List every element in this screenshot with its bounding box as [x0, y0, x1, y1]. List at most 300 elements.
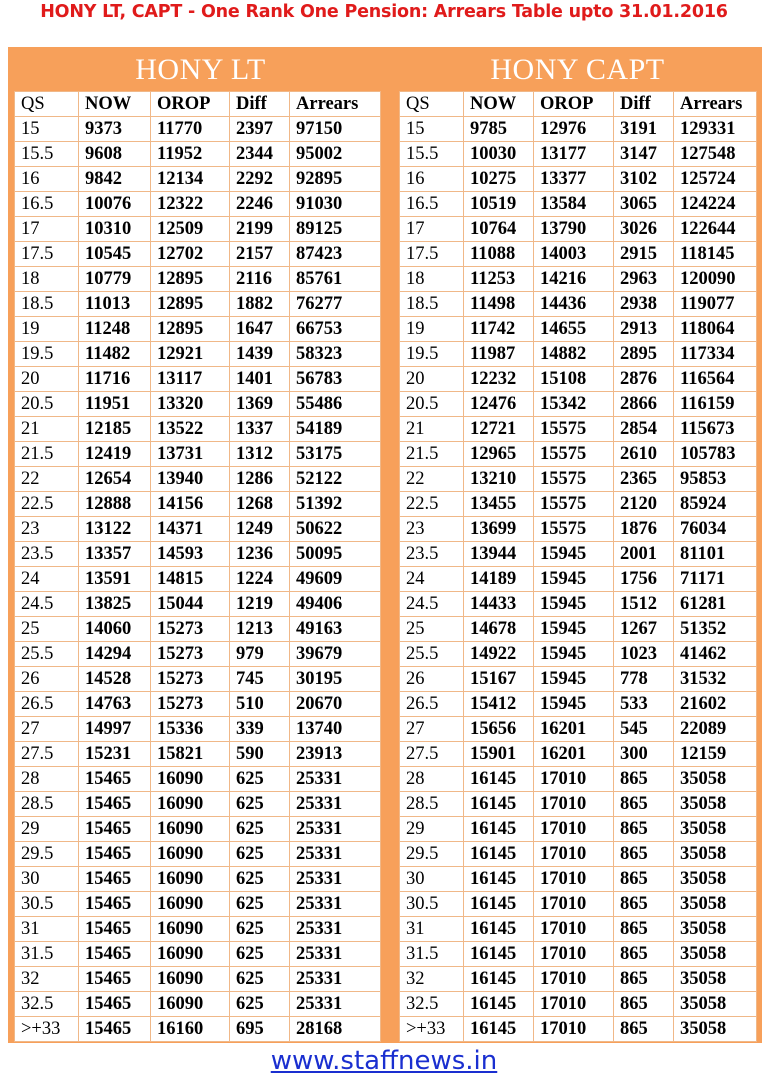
arrears-cell: 51392	[290, 492, 381, 517]
diff-cell: 1882	[230, 292, 290, 317]
table-row	[15, 442, 381, 467]
now-cell: 11498	[464, 292, 534, 317]
now-cell: 11253	[464, 267, 534, 292]
now-cell: 15465	[79, 967, 151, 992]
arrears-cell: 35058	[674, 942, 757, 967]
table-row	[400, 742, 757, 767]
diff-cell: 1213	[230, 617, 290, 642]
qs-cell: 21	[400, 417, 464, 442]
orop-cell: 14156	[151, 492, 230, 517]
orop-cell: 17010	[534, 992, 614, 1017]
qs-cell: 17.5	[400, 242, 464, 267]
orop-cell: 12702	[151, 242, 230, 267]
table-row	[400, 642, 757, 667]
arrears-cell: 54189	[290, 417, 381, 442]
now-cell: 13122	[79, 517, 151, 542]
now-cell: 14433	[464, 592, 534, 617]
orop-cell: 15336	[151, 717, 230, 742]
now-cell: 16145	[464, 842, 534, 867]
orop-cell: 11770	[151, 117, 230, 142]
diff-cell: 3026	[614, 217, 674, 242]
now-cell: 16145	[464, 892, 534, 917]
diff-cell: 1876	[614, 517, 674, 542]
arrears-cell: 58323	[290, 342, 381, 367]
orop-cell: 15575	[534, 492, 614, 517]
diff-cell: 300	[614, 742, 674, 767]
arrears-cell: 105783	[674, 442, 757, 467]
orop-cell: 15273	[151, 642, 230, 667]
diff-cell: 2915	[614, 242, 674, 267]
diff-cell: 865	[614, 792, 674, 817]
table-row	[400, 567, 757, 592]
now-cell: 16145	[464, 917, 534, 942]
orop-cell: 15273	[151, 667, 230, 692]
diff-cell: 1512	[614, 592, 674, 617]
now-cell: 14997	[79, 717, 151, 742]
arrears-cell: 12159	[674, 742, 757, 767]
orop-cell: 14882	[534, 342, 614, 367]
diff-cell: 3147	[614, 142, 674, 167]
now-cell: 11482	[79, 342, 151, 367]
diff-cell: 625	[230, 842, 290, 867]
table-row	[15, 717, 381, 742]
orop-cell: 17010	[534, 892, 614, 917]
now-cell: 14922	[464, 642, 534, 667]
now-cell: 12419	[79, 442, 151, 467]
arrears-cell: 35058	[674, 967, 757, 992]
table-row	[15, 917, 381, 942]
now-cell: 13357	[79, 542, 151, 567]
hony-capt-heading: HONY CAPT	[490, 53, 665, 86]
arrears-cell: 125724	[674, 167, 757, 192]
diff-cell: 865	[614, 1017, 674, 1042]
diff-cell: 2854	[614, 417, 674, 442]
arrears-cell: 50095	[290, 542, 381, 567]
now-cell: 16145	[464, 967, 534, 992]
arrears-cell: 35058	[674, 917, 757, 942]
arrears-cell: 25331	[290, 992, 381, 1017]
orop-cell: 15945	[534, 592, 614, 617]
now-cell: 14678	[464, 617, 534, 642]
now-cell: 14189	[464, 567, 534, 592]
column-header-qs: QS	[400, 92, 464, 117]
orop-cell: 17010	[534, 942, 614, 967]
now-cell: 13944	[464, 542, 534, 567]
arrears-cell: 85924	[674, 492, 757, 517]
arrears-cell: 66753	[290, 317, 381, 342]
orop-cell: 17010	[534, 967, 614, 992]
orop-cell: 16090	[151, 817, 230, 842]
orop-cell: 12921	[151, 342, 230, 367]
orop-cell: 16090	[151, 842, 230, 867]
arrears-cell: 41462	[674, 642, 757, 667]
diff-cell: 2344	[230, 142, 290, 167]
column-header-now: NOW	[79, 92, 151, 117]
diff-cell: 2963	[614, 267, 674, 292]
qs-cell: 22.5	[15, 492, 79, 517]
now-cell: 12888	[79, 492, 151, 517]
arrears-cell: 116564	[674, 367, 757, 392]
column-header-qs: QS	[15, 92, 79, 117]
qs-cell: 30	[400, 867, 464, 892]
qs-cell: 23.5	[15, 542, 79, 567]
now-cell: 13699	[464, 517, 534, 542]
orop-cell: 13790	[534, 217, 614, 242]
orop-cell: 16090	[151, 767, 230, 792]
table-row	[15, 1017, 381, 1042]
arrears-cell: 25331	[290, 942, 381, 967]
arrears-cell: 35058	[674, 817, 757, 842]
diff-cell: 865	[614, 917, 674, 942]
arrears-cell: 20670	[290, 692, 381, 717]
arrears-cell: 119077	[674, 292, 757, 317]
qs-cell: 28	[15, 767, 79, 792]
table-row	[400, 117, 757, 142]
arrears-cell: 28168	[290, 1017, 381, 1042]
now-cell: 15167	[464, 667, 534, 692]
qs-cell: 32	[15, 967, 79, 992]
diff-cell: 695	[230, 1017, 290, 1042]
qs-cell: 17	[400, 217, 464, 242]
table-row	[400, 317, 757, 342]
orop-cell: 13320	[151, 392, 230, 417]
orop-cell: 16201	[534, 717, 614, 742]
hony-lt-panel	[8, 47, 393, 1043]
orop-cell: 12895	[151, 317, 230, 342]
orop-cell: 17010	[534, 1017, 614, 1042]
table-row	[400, 667, 757, 692]
qs-cell: 17	[15, 217, 79, 242]
qs-cell: 16	[15, 167, 79, 192]
qs-cell: 24	[400, 567, 464, 592]
qs-cell: 23.5	[400, 542, 464, 567]
table-row	[400, 467, 757, 492]
column-header-diff: Diff	[230, 92, 290, 117]
diff-cell: 625	[230, 892, 290, 917]
arrears-cell: 23913	[290, 742, 381, 767]
orop-cell: 15575	[534, 417, 614, 442]
table-row	[400, 267, 757, 292]
diff-cell: 3191	[614, 117, 674, 142]
qs-cell: 20.5	[400, 392, 464, 417]
diff-cell: 865	[614, 817, 674, 842]
qs-cell: 18	[15, 267, 79, 292]
table-row	[15, 742, 381, 767]
diff-cell: 2866	[614, 392, 674, 417]
arrears-cell: 127548	[674, 142, 757, 167]
arrears-cell: 122644	[674, 217, 757, 242]
diff-cell: 590	[230, 742, 290, 767]
now-cell: 15465	[79, 792, 151, 817]
qs-cell: 25	[15, 617, 79, 642]
now-cell: 16145	[464, 867, 534, 892]
arrears-cell: 115673	[674, 417, 757, 442]
arrears-cell: 52122	[290, 467, 381, 492]
footer-link[interactable]: www.staffnews.in	[270, 1046, 498, 1076]
diff-cell: 1219	[230, 592, 290, 617]
diff-cell: 1249	[230, 517, 290, 542]
qs-cell: 32.5	[15, 992, 79, 1017]
arrears-cell: 53175	[290, 442, 381, 467]
qs-cell: 27.5	[15, 742, 79, 767]
table-row	[15, 992, 381, 1017]
diff-cell: 339	[230, 717, 290, 742]
diff-cell: 625	[230, 792, 290, 817]
qs-cell: 15.5	[400, 142, 464, 167]
arrears-cell: 25331	[290, 817, 381, 842]
orop-cell: 16090	[151, 942, 230, 967]
diff-cell: 2001	[614, 542, 674, 567]
orop-cell: 16090	[151, 967, 230, 992]
arrears-cell: 35058	[674, 842, 757, 867]
now-cell: 15231	[79, 742, 151, 767]
diff-cell: 2157	[230, 242, 290, 267]
arrears-cell: 91030	[290, 192, 381, 217]
table-row	[400, 892, 757, 917]
table-row	[15, 967, 381, 992]
table-row	[15, 242, 381, 267]
table-row	[400, 292, 757, 317]
table-row	[15, 792, 381, 817]
qs-cell: 15	[15, 117, 79, 142]
orop-cell: 17010	[534, 817, 614, 842]
orop-cell: 12895	[151, 267, 230, 292]
orop-cell: 14216	[534, 267, 614, 292]
orop-cell: 13522	[151, 417, 230, 442]
column-header-orop: OROP	[534, 92, 614, 117]
qs-cell: 22	[15, 467, 79, 492]
now-cell: 14528	[79, 667, 151, 692]
table-row	[15, 167, 381, 192]
qs-cell: 21.5	[15, 442, 79, 467]
table-row	[400, 542, 757, 567]
table-row	[400, 217, 757, 242]
qs-cell: 29.5	[15, 842, 79, 867]
qs-cell: 16.5	[15, 192, 79, 217]
qs-cell: 31	[400, 917, 464, 942]
table-row	[400, 492, 757, 517]
qs-cell: 18	[400, 267, 464, 292]
diff-cell: 979	[230, 642, 290, 667]
qs-cell: 32.5	[400, 992, 464, 1017]
qs-cell: 22	[400, 467, 464, 492]
diff-cell: 1756	[614, 567, 674, 592]
diff-cell: 745	[230, 667, 290, 692]
diff-cell: 1647	[230, 317, 290, 342]
orop-cell: 16201	[534, 742, 614, 767]
qs-cell: 15.5	[15, 142, 79, 167]
now-cell: 11716	[79, 367, 151, 392]
qs-cell: 31.5	[15, 942, 79, 967]
diff-cell: 2120	[614, 492, 674, 517]
arrears-cell: 25331	[290, 792, 381, 817]
arrears-cell: 61281	[674, 592, 757, 617]
now-cell: 15465	[79, 767, 151, 792]
diff-cell: 625	[230, 767, 290, 792]
now-cell: 14294	[79, 642, 151, 667]
qs-cell: 17.5	[15, 242, 79, 267]
diff-cell: 1267	[614, 617, 674, 642]
diff-cell: 865	[614, 892, 674, 917]
qs-cell: 23	[400, 517, 464, 542]
table-header-row	[400, 92, 757, 117]
arrears-cell: 25331	[290, 842, 381, 867]
table-row	[400, 767, 757, 792]
orop-cell: 12976	[534, 117, 614, 142]
table-row	[400, 592, 757, 617]
arrears-cell: 76034	[674, 517, 757, 542]
diff-cell: 2116	[230, 267, 290, 292]
qs-cell: 21	[15, 417, 79, 442]
now-cell: 9785	[464, 117, 534, 142]
qs-cell: >+33	[400, 1017, 464, 1042]
orop-cell: 11952	[151, 142, 230, 167]
qs-cell: 27.5	[400, 742, 464, 767]
orop-cell: 12134	[151, 167, 230, 192]
qs-cell: 18.5	[15, 292, 79, 317]
qs-cell: 29.5	[400, 842, 464, 867]
diff-cell: 2895	[614, 342, 674, 367]
table-row	[15, 117, 381, 142]
orop-cell: 15945	[534, 667, 614, 692]
orop-cell: 14815	[151, 567, 230, 592]
orop-cell: 16160	[151, 1017, 230, 1042]
orop-cell: 15575	[534, 442, 614, 467]
table-row	[400, 167, 757, 192]
qs-cell: 19.5	[400, 342, 464, 367]
arrears-cell: 97150	[290, 117, 381, 142]
orop-cell: 15575	[534, 467, 614, 492]
diff-cell: 1023	[614, 642, 674, 667]
qs-cell: 16	[400, 167, 464, 192]
arrears-cell: 49609	[290, 567, 381, 592]
arrears-cell: 117334	[674, 342, 757, 367]
qs-cell: 26	[15, 667, 79, 692]
now-cell: 10764	[464, 217, 534, 242]
arrears-cell: 13740	[290, 717, 381, 742]
table-row	[400, 342, 757, 367]
orop-cell: 14593	[151, 542, 230, 567]
qs-cell: 22.5	[400, 492, 464, 517]
table-row	[400, 792, 757, 817]
table-row	[400, 192, 757, 217]
table-row	[400, 242, 757, 267]
now-cell: 12965	[464, 442, 534, 467]
table-row	[400, 967, 757, 992]
now-cell: 12476	[464, 392, 534, 417]
qs-cell: 21.5	[400, 442, 464, 467]
arrears-cell: 31532	[674, 667, 757, 692]
arrears-cell: 120090	[674, 267, 757, 292]
page-title: HONY LT, CAPT - One Rank One Pension: Arrears Table upto 31.01.2016	[40, 2, 728, 22]
qs-cell: 27	[15, 717, 79, 742]
diff-cell: 2292	[230, 167, 290, 192]
orop-cell: 14371	[151, 517, 230, 542]
now-cell: 10030	[464, 142, 534, 167]
diff-cell: 1312	[230, 442, 290, 467]
table-row	[15, 592, 381, 617]
arrears-cell: 76277	[290, 292, 381, 317]
diff-cell: 1401	[230, 367, 290, 392]
qs-cell: 32	[400, 967, 464, 992]
arrears-cell: 35058	[674, 992, 757, 1017]
diff-cell: 865	[614, 767, 674, 792]
arrears-cell: 25331	[290, 917, 381, 942]
diff-cell: 625	[230, 942, 290, 967]
table-row	[15, 492, 381, 517]
diff-cell: 2876	[614, 367, 674, 392]
now-cell: 13591	[79, 567, 151, 592]
arrears-cell: 30195	[290, 667, 381, 692]
orop-cell: 13584	[534, 192, 614, 217]
hony-capt-table	[399, 91, 757, 1042]
now-cell: 16145	[464, 942, 534, 967]
diff-cell: 2610	[614, 442, 674, 467]
now-cell: 11987	[464, 342, 534, 367]
table-row	[400, 417, 757, 442]
diff-cell: 2199	[230, 217, 290, 242]
table-row	[15, 292, 381, 317]
diff-cell: 1369	[230, 392, 290, 417]
orop-cell: 17010	[534, 842, 614, 867]
arrears-cell: 35058	[674, 792, 757, 817]
now-cell: 10310	[79, 217, 151, 242]
diff-cell: 3065	[614, 192, 674, 217]
qs-cell: 29	[400, 817, 464, 842]
table-row	[15, 867, 381, 892]
table-row	[400, 842, 757, 867]
qs-cell: 31.5	[400, 942, 464, 967]
table-row	[15, 817, 381, 842]
orop-cell: 12322	[151, 192, 230, 217]
now-cell: 9608	[79, 142, 151, 167]
now-cell: 9373	[79, 117, 151, 142]
qs-cell: 19	[400, 317, 464, 342]
orop-cell: 16090	[151, 892, 230, 917]
arrears-cell: 39679	[290, 642, 381, 667]
qs-cell: >+33	[15, 1017, 79, 1042]
now-cell: 10519	[464, 192, 534, 217]
now-cell: 10275	[464, 167, 534, 192]
qs-cell: 31	[15, 917, 79, 942]
column-header-orop: OROP	[151, 92, 230, 117]
qs-cell: 19.5	[15, 342, 79, 367]
arrears-cell: 35058	[674, 1017, 757, 1042]
table-row	[15, 517, 381, 542]
table-row	[400, 1017, 757, 1042]
now-cell: 15656	[464, 717, 534, 742]
table-row	[15, 892, 381, 917]
qs-cell: 20	[400, 367, 464, 392]
arrears-cell: 35058	[674, 867, 757, 892]
column-header-arrears: Arrears	[674, 92, 757, 117]
now-cell: 16145	[464, 767, 534, 792]
now-cell: 10779	[79, 267, 151, 292]
table-row	[400, 992, 757, 1017]
qs-cell: 24.5	[400, 592, 464, 617]
now-cell: 12185	[79, 417, 151, 442]
now-cell: 11248	[79, 317, 151, 342]
orop-cell: 15945	[534, 642, 614, 667]
hony-lt-table	[14, 91, 381, 1042]
table-row	[15, 942, 381, 967]
orop-cell: 14655	[534, 317, 614, 342]
orop-cell: 16090	[151, 992, 230, 1017]
arrears-cell: 25331	[290, 892, 381, 917]
qs-cell: 28.5	[400, 792, 464, 817]
now-cell: 14060	[79, 617, 151, 642]
table-row	[400, 442, 757, 467]
